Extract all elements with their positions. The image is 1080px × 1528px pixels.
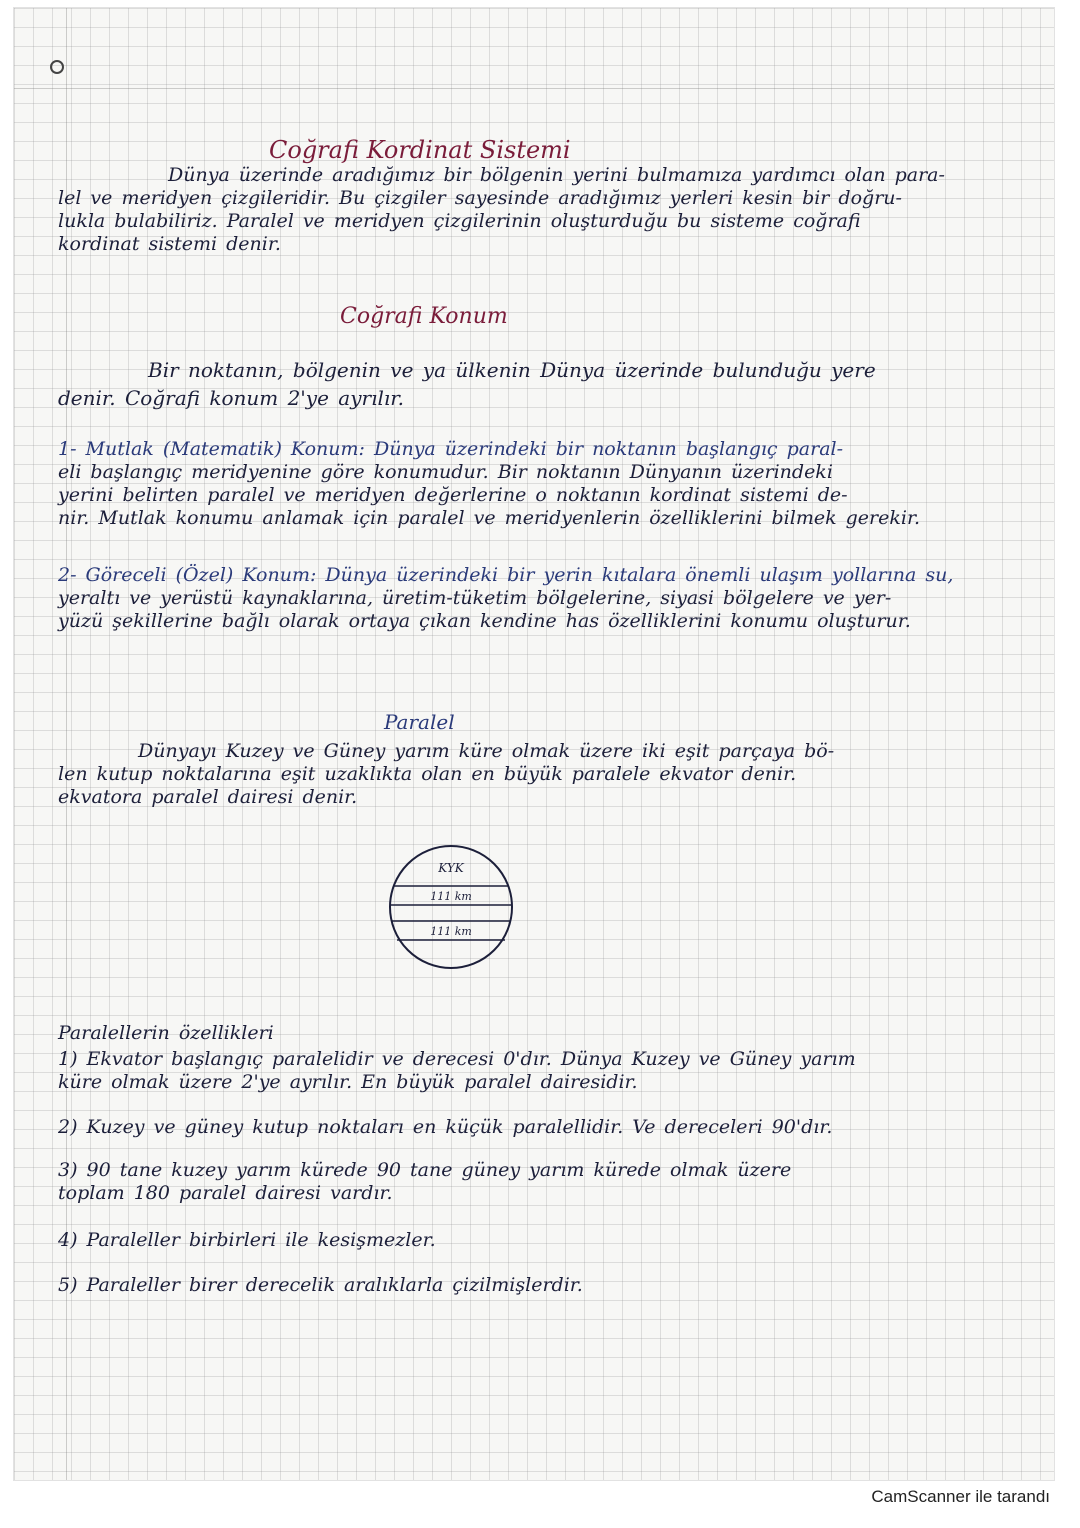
binding-hole	[50, 60, 64, 74]
goreceli-line: 2- Göreceli (Özel) Konum: Dünya üzerindeki bir yerin kıtalara önemli ulaşım yollarına su,	[58, 564, 954, 586]
paralel-line: Dünyayı Kuzey ve Güney yarım küre olmak üzere iki eşit parçaya bö-	[138, 740, 835, 762]
mutlak-line: nir. Mutlak konumu anlamak için paralel ve meridyenlerin özelliklerini bilmek gerekir.	[58, 507, 920, 529]
section-title-konum: Coğrafi Konum	[340, 304, 508, 329]
globe-diagram	[386, 842, 516, 972]
intro-line: lel ve meridyen çizgileridir. Bu çizgiler sayesinde aradığımız yerleri kesin bir doğru-	[58, 187, 902, 209]
mutlak-line: eli başlangıç meridyenine göre konumudur. Bir noktanın Dünyanın üzerindeki	[58, 461, 833, 483]
diagram-label: 111 km	[430, 925, 472, 938]
diagram-label: KYK	[438, 861, 464, 875]
ozellik-item: 2) Kuzey ve güney kutup noktaları en küçük paralellidir. Ve dereceleri 90'dır.	[58, 1116, 833, 1138]
mutlak-line: yerini belirten paralel ve meridyen değerlerine o noktanın kordinat sistemi de-	[58, 484, 848, 506]
goreceli-line: yüzü şekillerine bağlı olarak ortaya çıkan kendine has özelliklerini konumu oluşturur.	[58, 610, 911, 632]
page-title: Coğrafi Kordinat Sistemi	[269, 136, 571, 164]
mutlak-paragraph	[58, 438, 1038, 530]
konum-line: Bir noktanın, bölgenin ve ya ülkenin Dünya üzerinde bulunduğu yere	[148, 358, 876, 382]
ozellikler-title: Paralellerin özellikleri	[58, 1022, 274, 1044]
notebook-page	[14, 8, 1054, 1480]
ozellik-item: toplam 180 paralel dairesi vardır.	[58, 1182, 393, 1204]
konum-line: denir. Coğrafi konum 2'ye ayrılır.	[58, 386, 404, 410]
goreceli-line: yeraltı ve yerüstü kaynaklarına, üretim-tüketim bölgelerine, siyasi bölgelere ve yer-	[58, 587, 892, 609]
intro-paragraph	[58, 164, 1038, 256]
konum-paragraph	[58, 356, 1038, 412]
diagram-label: 111 km	[430, 890, 472, 903]
intro-line: Dünya üzerinde aradığımız bir bölgenin yerini bulmamıza yardımcı olan para-	[168, 164, 945, 186]
ozellikler-list	[58, 1048, 1048, 1297]
ozellik-item: küre olmak üzere 2'ye ayrılır. En büyük paralel dairesidir.	[58, 1071, 638, 1093]
intro-line: kordinat sistemi denir.	[58, 233, 281, 255]
section-title-paralel: Paralel	[384, 710, 455, 734]
mutlak-line: 1- Mutlak (Matematik) Konum: Dünya üzerindeki bir noktanın başlangıç paral-	[58, 438, 844, 460]
ozellik-item: 4) Paraleller birbirleri ile kesişmezler.	[58, 1229, 436, 1251]
ozellik-item: 3) 90 tane kuzey yarım kürede 90 tane güney yarım kürede olmak üzere	[58, 1159, 792, 1181]
paralel-line: ekvatora paralel dairesi denir.	[58, 786, 358, 808]
goreceli-paragraph	[58, 564, 1048, 633]
paralel-paragraph	[58, 740, 1038, 809]
paralel-line: len kutup noktalarına eşit uzaklıkta olan en büyük paralele ekvator denir.	[58, 763, 797, 785]
intro-line: lukla bulabiliriz. Paralel ve meridyen çizgilerinin oluşturduğu bu sisteme coğrafi	[58, 210, 861, 232]
ozellik-item: 5) Paraleller birer derecelik aralıklarla çizilmişlerdir.	[58, 1274, 583, 1296]
ozellik-item: 1) Ekvator başlangıç paralelidir ve derecesi 0'dır. Dünya Kuzey ve Güney yarım	[58, 1048, 856, 1070]
header-rule	[14, 88, 1054, 89]
scanner-watermark: CamScanner ile tarandı	[871, 1487, 1050, 1506]
